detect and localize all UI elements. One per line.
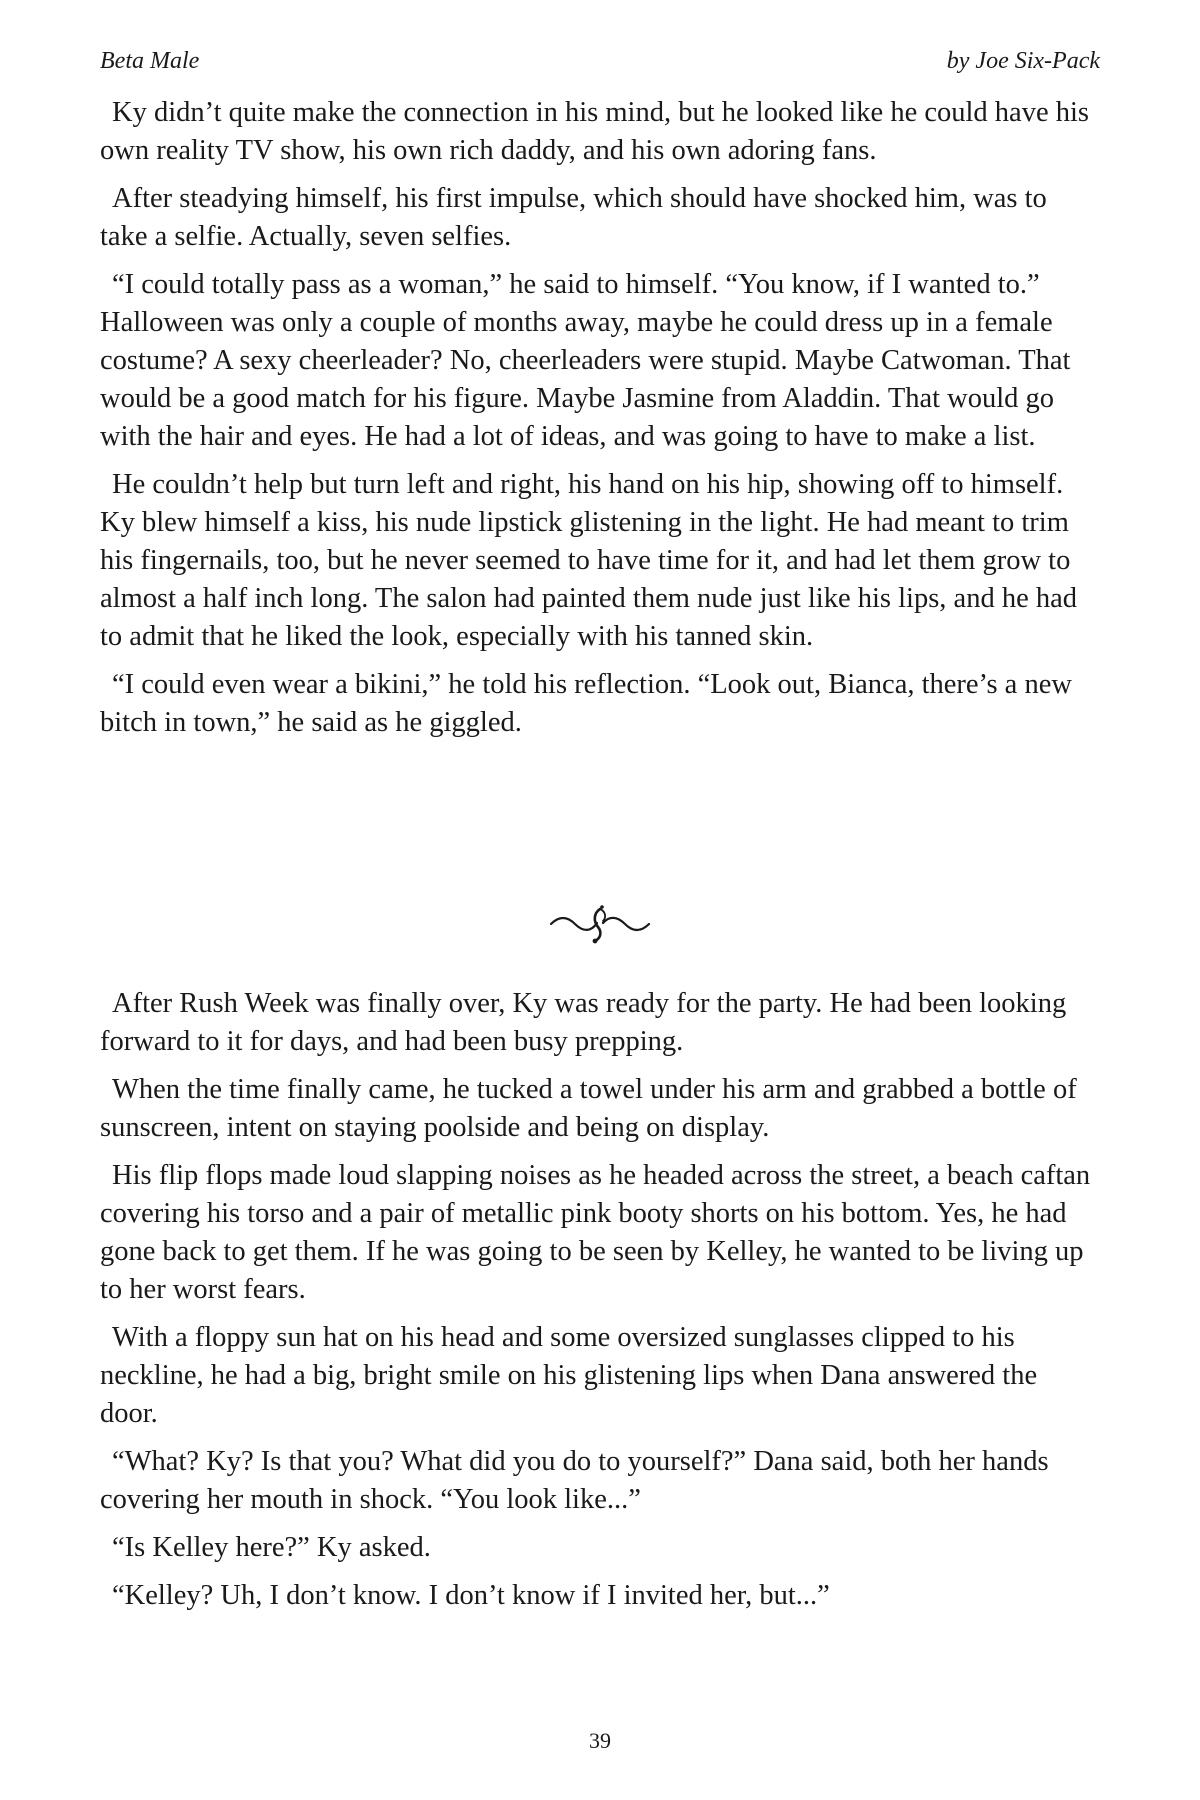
paragraph: With a floppy sun hat on his head and some oversized sunglasses clipped to his neckline, he had a big, bright smile on his glistening lips when Dana answered the door.: [100, 1322, 1038, 1429]
running-header: [100, 44, 1100, 78]
paragraph: “I could totally pass as a woman,” he said to himself. “You know, if I wanted to.” Halloween was only a couple of months away, maybe he could dress up in a female costume? A sexy cheerleader? No, cheerleaders were stupid. Maybe Catwoman. That would be a good match for his figure. Maybe Jasmine from Aladdin. That would go with the hair and eyes. He had a lot of ideas, and was going to have to make a list.: [100, 269, 1071, 452]
paragraph: “Kelley? Uh, I don’t know. I don’t know if I invited her, but...”: [112, 1580, 830, 1611]
text-section-2: [100, 985, 1100, 1625]
paragraph: “Is Kelley here?” Ky asked.: [112, 1532, 431, 1563]
paragraph: He couldn’t help but turn left and right, his hand on his hip, showing off to himself. Ky blew himself a kiss, his nude lipstick glistening in the light. He had meant to trim his fingernails, too, but he never seemed to have time for it, and had let them grow to almost a half inch long. The salon had painted them nude just like his lips, and he had to admit that he liked the look, especially with his tanned skin.: [100, 469, 1077, 652]
paragraph: Ky didn’t quite make the connection in his mind, but he looked like he could have his own reality TV show, his own rich daddy, and his own adoring fans.: [100, 97, 1089, 166]
author-byline: by Joe Six-Pack: [946, 48, 1100, 74]
paragraph: When the time finally came, he tucked a towel under his arm and grabbed a bottle of sunscreen, intent on staying poolside and being on display.: [100, 1074, 1077, 1143]
paragraph: After steadying himself, his first impulse, which should have shocked him, was to take a selfie. Actually, seven selfies.: [100, 183, 1047, 252]
fleuron-ornament-icon: [545, 899, 655, 947]
book-title: Beta Male: [100, 48, 200, 74]
page-number: 39: [589, 1728, 611, 1753]
paragraph: “What? Ky? Is that you? What did you do to yourself?” Dana said, both her hands covering her mouth in shock. “You look like...”: [100, 1446, 1049, 1515]
paragraph: “I could even wear a bikini,” he told his reflection. “Look out, Bianca, there’s a new bitch in town,” he said as he giggled.: [100, 669, 1072, 738]
scene-break: [0, 895, 1200, 951]
text-section-1: [100, 94, 1100, 752]
paragraph: After Rush Week was finally over, Ky was ready for the party. He had been looking forward to it for days, and had been busy prepping.: [100, 988, 1067, 1057]
paragraph: His flip flops made loud slapping noises as he headed across the street, a beach caftan covering his torso and a pair of metallic pink booty shorts on his bottom. Yes, he had gone back to get them. If he was going to be seen by Kelley, he wanted to be living up to her worst fears.: [100, 1160, 1091, 1305]
